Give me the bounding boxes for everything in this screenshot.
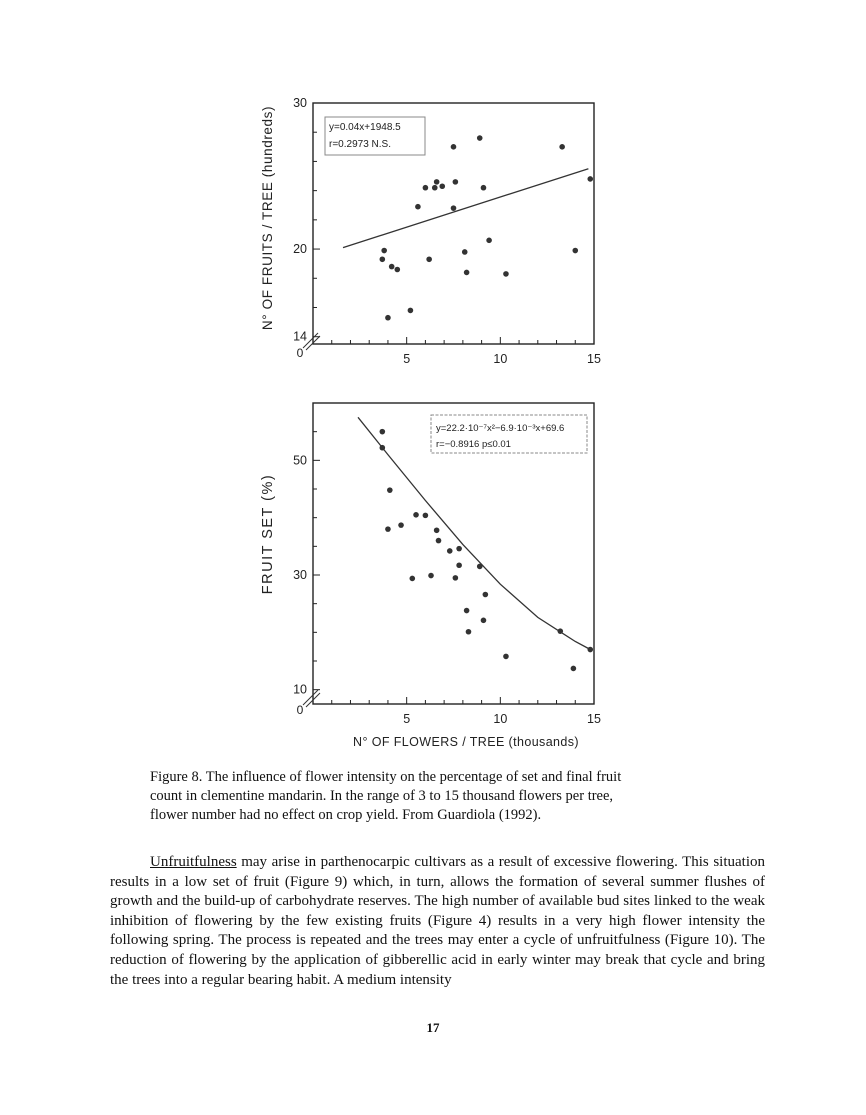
chart1-data-point bbox=[408, 308, 414, 314]
chart2-data-point bbox=[571, 666, 577, 672]
figure-caption bbox=[150, 768, 740, 825]
chart2-data-point bbox=[398, 522, 404, 528]
chart1-data-point bbox=[415, 204, 421, 210]
chart1-data-point bbox=[432, 185, 438, 191]
chart1-data-point bbox=[587, 176, 593, 182]
chart2-data-point bbox=[453, 575, 459, 581]
chart1-data-point bbox=[486, 237, 492, 243]
chart2-data-point bbox=[434, 527, 440, 533]
chart1-xtick-label: 5 bbox=[403, 352, 411, 366]
chart2-data-point bbox=[387, 487, 393, 493]
chart1-data-point bbox=[385, 315, 391, 321]
chart1-data-point bbox=[464, 270, 470, 276]
chart2-data-point bbox=[380, 429, 386, 435]
body-paragraph bbox=[110, 853, 765, 990]
chart1-data-point bbox=[389, 264, 395, 270]
chart1-data-point bbox=[451, 144, 457, 150]
chart2-data-point bbox=[483, 592, 489, 598]
chart2-xtick-label: 5 bbox=[403, 712, 411, 726]
chart2-data-point bbox=[587, 647, 593, 653]
chart1-data-point bbox=[395, 267, 401, 273]
chart1-origin-label: 0 bbox=[296, 346, 304, 360]
chart1-data-point bbox=[462, 249, 468, 255]
chart1-data-point bbox=[503, 271, 509, 277]
chart2-xlabel: N° OF FLOWERS / TREE (thousands) bbox=[353, 735, 579, 749]
chart2-fit-line bbox=[358, 417, 590, 649]
chart2-data-point bbox=[464, 608, 470, 614]
fruit-set-chart bbox=[260, 403, 601, 749]
chart1-ylabel: N° OF FRUITS / TREE (hundreds) bbox=[260, 105, 275, 331]
chart2-data-point bbox=[557, 628, 563, 634]
chart2-data-point bbox=[503, 654, 509, 660]
chart1-equation: y=0.04x+1948.5 bbox=[329, 122, 401, 133]
chart2-ytick-label: 30 bbox=[293, 568, 307, 582]
chart2-data-point bbox=[447, 548, 453, 554]
chart2-data-point bbox=[481, 617, 487, 623]
chart2-correlation: r=−0.8916 p≤0.01 bbox=[436, 439, 511, 450]
chart2-data-point bbox=[477, 564, 483, 570]
chart2-data-point bbox=[466, 629, 472, 635]
page-number: 17 bbox=[426, 1020, 440, 1035]
chart2-data-point bbox=[380, 445, 386, 451]
chart2-equation: y=22.2·10⁻⁷x²−6.9·10⁻³x+69.6 bbox=[436, 423, 565, 434]
chart1-data-point bbox=[481, 185, 487, 191]
chart1-data-point bbox=[477, 135, 483, 141]
chart2-origin-label: 0 bbox=[296, 703, 304, 717]
chart2-data-point bbox=[456, 546, 462, 552]
chart1-fit-line bbox=[343, 169, 588, 248]
chart1-data-point bbox=[426, 256, 432, 262]
chart1-data-point bbox=[434, 179, 440, 185]
chart1-data-point bbox=[380, 256, 386, 262]
chart2-data-point bbox=[409, 576, 415, 582]
chart2-ylabel: FRUIT SET (%) bbox=[260, 473, 276, 595]
fruits-per-tree-chart bbox=[260, 96, 601, 366]
caption-line: flower number had no effect on crop yield. From Guardiola (1992). bbox=[150, 807, 542, 823]
chart2-data-point bbox=[413, 512, 419, 518]
caption-line: Figure 8. The influence of flower intensity on the percentage of set and final fruit bbox=[150, 769, 622, 785]
chart2-data-point bbox=[423, 513, 429, 519]
chart1-data-point bbox=[572, 248, 578, 254]
caption-line: count in clementine mandarin. In the range of 3 to 15 thousand flowers per tree, bbox=[150, 788, 614, 804]
unfruitfulness-term: Unfruitfulness bbox=[150, 854, 237, 870]
chart2-data-point bbox=[428, 573, 434, 579]
chart2-ytick-label: 10 bbox=[293, 682, 307, 697]
chart1-data-point bbox=[439, 183, 445, 189]
chart1-xtick-label: 15 bbox=[587, 352, 601, 366]
chart1-correlation: r=0.2973 N.S. bbox=[329, 139, 391, 150]
chart1-ytick-label: 20 bbox=[293, 242, 307, 257]
chart1-data-point bbox=[381, 248, 387, 254]
chart1-ytick-label: 14 bbox=[293, 329, 307, 344]
paragraph-text: may arise in parthenocarpic cultivars as a result of excessive flowering. This situation results in a low set of fruit (Figure 9) which, in turn, allows the formation of several summer flushes of growth and the build-up of carbohydrate reserves. The high number of available bud sites linked to the weak inhibition of flowering by the few existing fruits (Figure 4) results in a very high flower intensity the following spring. The process is repeated and the trees may enter a cycle of unfruitfulness (Figure 10). The reduction of flowering by the application of gibberellic acid in early winter may break that cycle and bring the trees into a regular bearing habit. A medium intensity bbox=[110, 854, 765, 988]
chart2-data-point bbox=[456, 562, 462, 568]
chart1-xtick-label: 10 bbox=[493, 352, 508, 366]
chart1-data-point bbox=[423, 185, 429, 191]
chart2-ytick-label: 50 bbox=[293, 453, 307, 468]
chart1-ytick-label: 30 bbox=[293, 96, 307, 110]
chart2-xtick-label: 10 bbox=[493, 712, 508, 726]
chart2-data-point bbox=[385, 526, 391, 532]
chart1-data-point bbox=[451, 205, 457, 211]
chart1-data-point bbox=[559, 144, 565, 150]
chart2-xtick-label: 15 bbox=[587, 712, 601, 726]
chart1-data-point bbox=[453, 179, 459, 185]
chart2-data-point bbox=[436, 538, 442, 544]
